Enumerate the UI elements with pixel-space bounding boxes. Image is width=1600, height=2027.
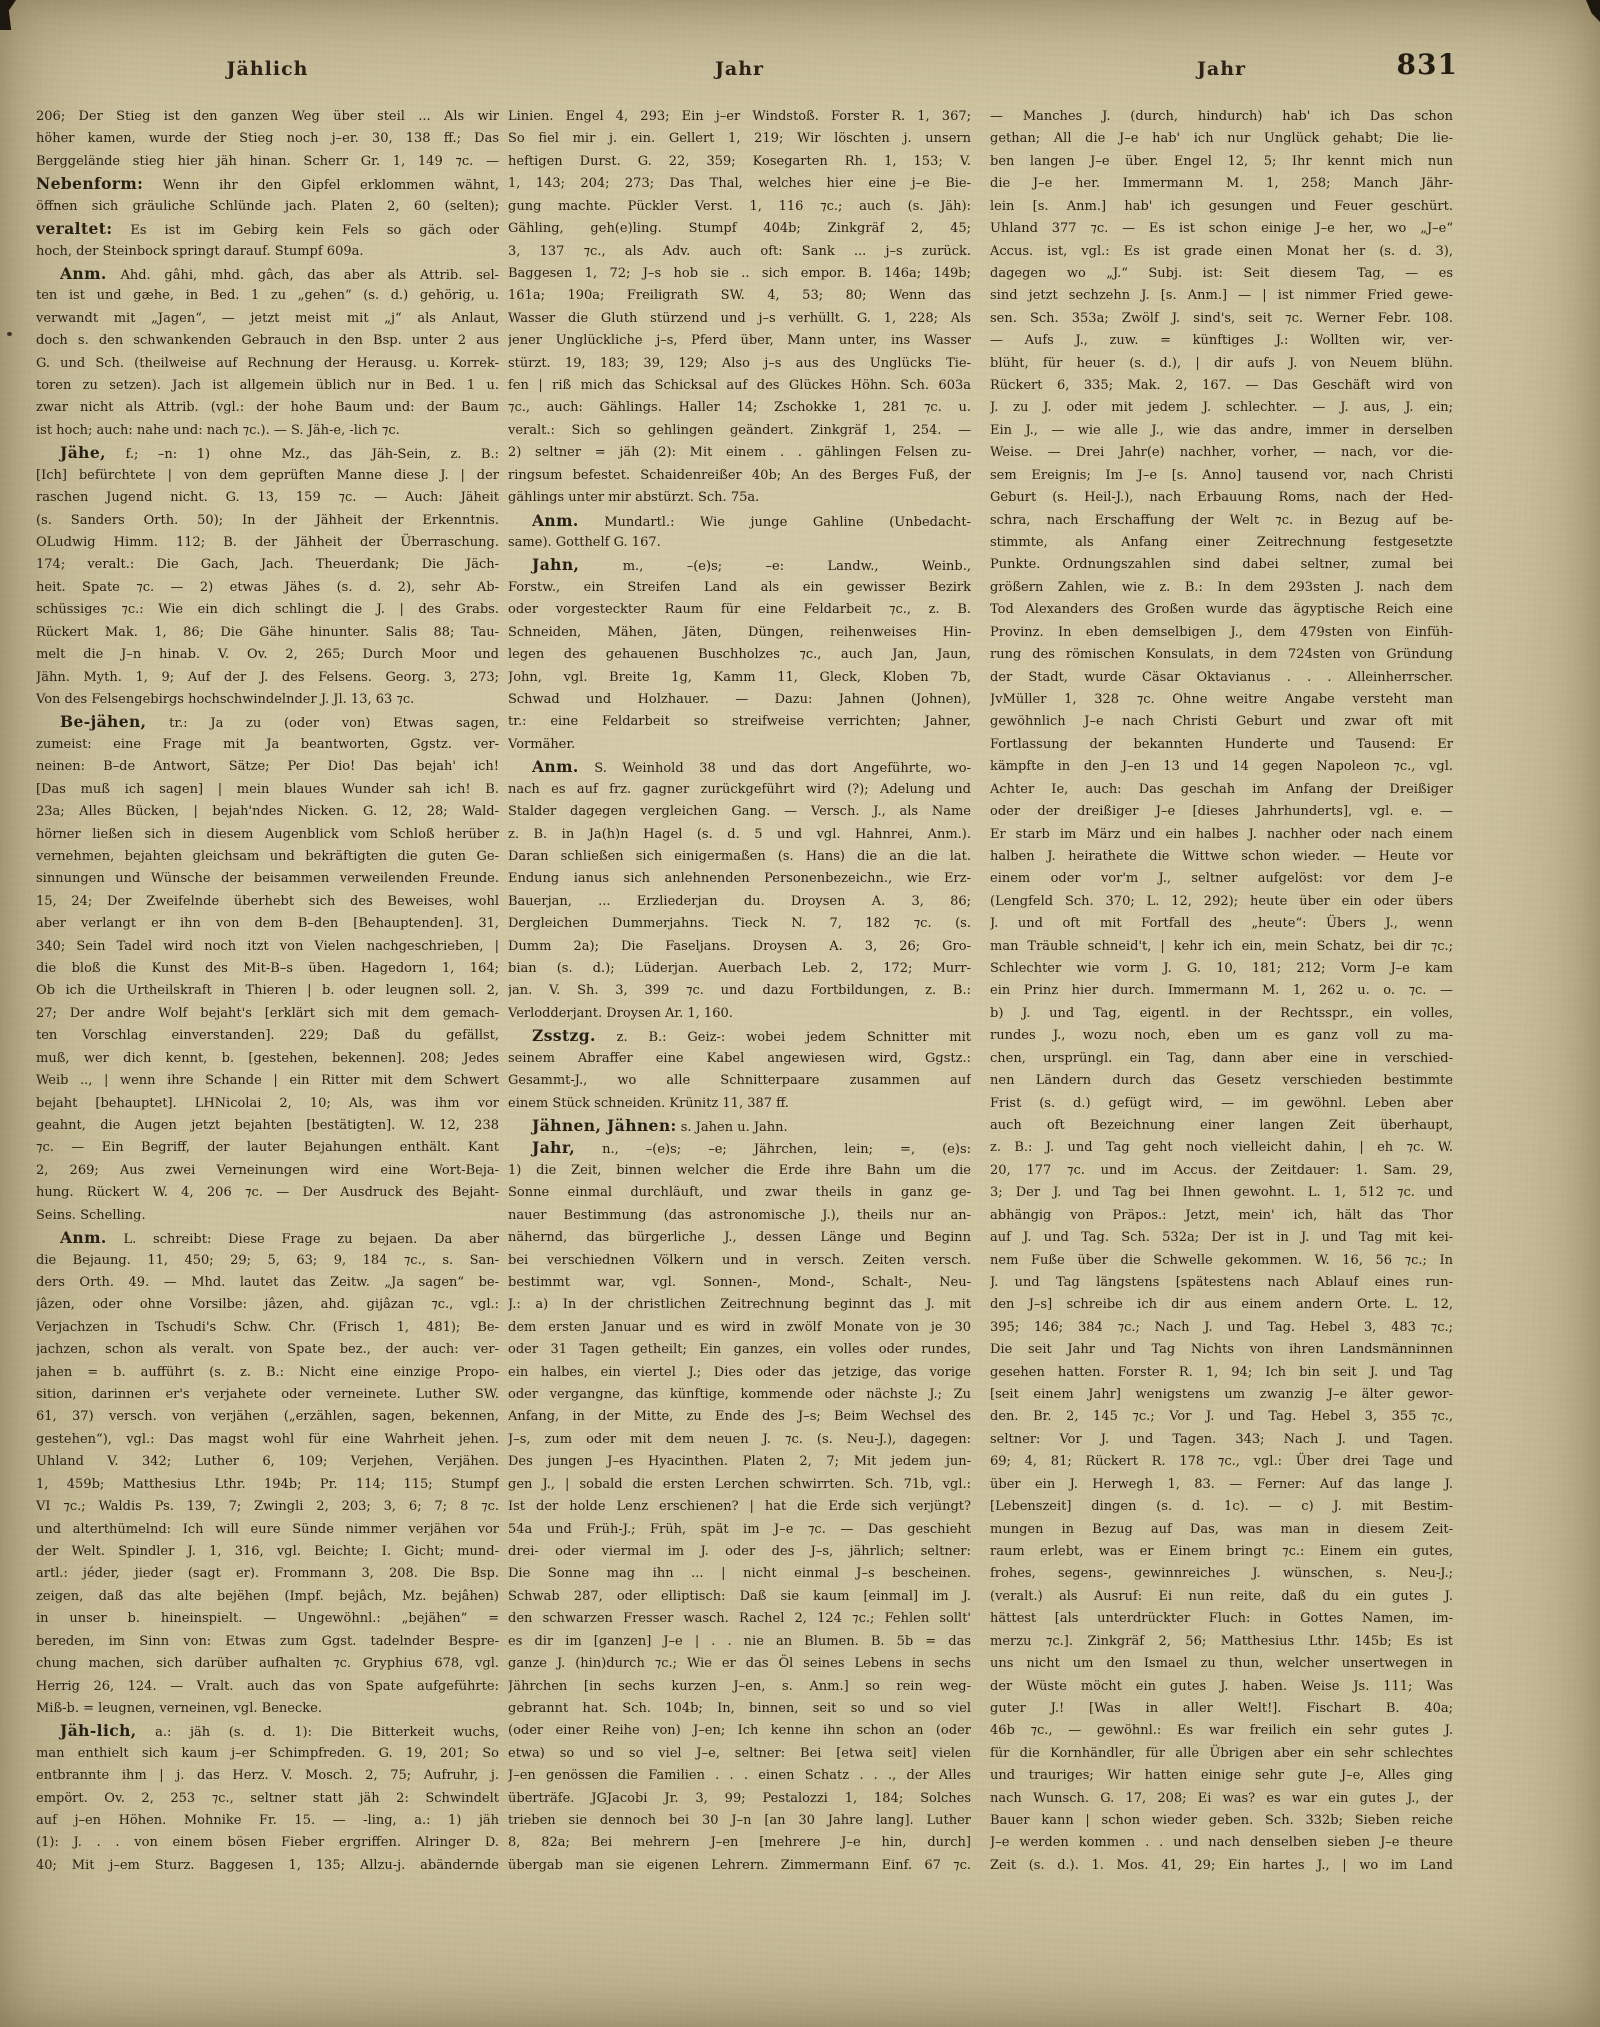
text-line: Uhland V. 342; Luther 6, 109; Verjehen, Verjähen. [36,1454,499,1470]
text-line: für die Kornhändler, für alle Übrigen aber ein sehr schlechtes [990,1745,1453,1761]
text-line: stimmte, als Anfang einer Zeitrechnung festgesetzte [990,535,1453,551]
text-line: toren zu setzen). Jach ist allgemein üblich nur in Bed. 1 u. [36,378,499,394]
text-line: fen | riß mich das Schicksal auf des Glückes Höhn. Sch. 603a [508,378,971,394]
text-line: Anm. S. Weinhold 38 und das dort Angeführte, wo- [532,757,971,777]
text-line: 8, 82a; Bei mehrern J–en [mehrere J–e hin, durch] [508,1835,971,1851]
text-line: (Lengfeld Sch. 370; L. 12, 292); heute über ein oder übers [990,893,1453,909]
scan-artifact-top-right [1586,0,1600,22]
headword: Jahn, [532,555,580,575]
text-line: die Bejaung. 11, 450; 29; 5, 63; 9, 184 ⁊c., s. San- [36,1252,499,1268]
text-line: 1, 459b; Matthesius Lthr. 194b; Pr. 114; 115; Stumpf [36,1476,499,1492]
text-line: gählings unter mir abstürzt. Sch. 75a. [508,490,760,506]
text-line: heftigen Durst. G. 22, 359; Kosegarten Rh. 1, 153; V. [508,153,971,169]
text-line: 20, 177 ⁊c. und im Accus. der Zeitdauer: 1. Sam. 29, [990,1162,1453,1178]
running-head-center: Jahr [714,58,765,80]
text-line: Bauerjan, ... Erzliederjan du. Droysen A. 3, 86; [508,893,971,909]
text-line: Jahr, n., –(e)s; –e; Jährchen, lein; =, (e)s: [532,1138,971,1158]
text-line: Die seit Jahr und Tag Nichts von ihren Landsmänninnen [990,1342,1453,1358]
text-line: (veralt.) als Ausruf: Ei nun reite, daß du ein gutes J. [990,1588,1453,1604]
headword: Be-jähen, [60,712,147,732]
text-line: hoch, der Steinbock springt darauf. Stumpf 609a. [36,243,364,259]
text-line: Gesammt-J., wo alle Schnitterpaare zusammen auf [508,1073,971,1089]
text-line: ein halbes, ein viertel J.; Dies oder das jetzige, das vorige [508,1364,971,1380]
text-line: sem Ereignis; Im J–e [s. Anno] tausend vor, nach Christi [990,467,1453,483]
text-line: JvMüller 1, 328 ⁊c. Ohne weitre Angabe versteht man [990,691,1453,707]
text-line: [seit einem Jahr] wenigstens um zwanzig J–e älter gewor- [990,1387,1453,1403]
text-line: nen Ländern durch das Gesetz verschieden bestimmte [990,1073,1453,1089]
text-line: doch s. den schwankenden Gebrauch in den Bsp. unter 2 aus [36,333,499,349]
text-line: gebrannt hat. Sch. 104b; In, binnen, seit so und so viel [508,1700,971,1716]
text-line: und trauriges; Wir hatten einige sehr gute J–e, Alles ging [990,1768,1453,1784]
text-line: Er starb im März und ein halbes J. nachher oder nach einem [990,826,1453,842]
text-line: die J–e her. Immermann M. 1, 258; Manch Jähr- [990,176,1453,192]
text-line: auch oft Bezeichnung einer langen Zeit überhaupt, [990,1117,1453,1133]
text-line: Rückert Mak. 1, 86; Die Gähe hinunter. Salis 88; Tau- [36,624,499,640]
running-head-right: Jahr [1196,58,1247,80]
headword: Jähnen, Jähnen: [532,1115,677,1135]
text-line: Achter Ie, auch: Das geschah im Anfang der Dreißiger [990,781,1453,797]
text-line: J. und oft mit Fortfall des „heute“: Übers J., wenn [990,916,1453,932]
text-line: 2) seltner = jäh (2): Mit einem . . gählingen Felsen zu- [508,445,971,461]
text-line: Des jungen J–es Hyacinthen. Platen 2, 7; Mit jedem jun- [508,1454,971,1470]
text-line: [Ich] befürchtete | von dem geprüften Manne diese J. | der [36,467,499,483]
text-line: So fiel mir j. ein. Gellert 1, 219; Wir löschten j. unsern [508,131,971,147]
text-line: Anm. L. schreibt: Diese Frage zu bejaen. Da aber [60,1228,499,1248]
scan-artifact-top-left [0,0,16,30]
text-line: 206; Der Stieg ist den ganzen Weg über steil ... Als wir [36,109,499,124]
headword: Anm. [60,263,107,283]
text-line: Die Sonne mag ihn ... | nicht einmal J–s bescheinen. [508,1566,971,1582]
text-line: Nebenform: Wenn ihr den Gipfel erklommen wähnt, [36,174,499,194]
text-line: Zsstzg. z. B.: Geiz-: wobei jedem Schnitter mit [532,1026,971,1046]
text-line: übergab man sie eigenen Lehrern. Zimmermann Einf. 67 ⁊c. [508,1857,971,1873]
text-line: Von des Felsengebirgs hochschwindelnder J. Jl. 13, 63 ⁊c. [36,691,415,707]
text-line: kämpfte in den J–en 13 und 14 gegen Napoleon ⁊c., vgl. [990,759,1453,775]
text-line: der Stadt, wurde Cäsar Oktavianus . . . Alleinherrscher. [990,669,1453,685]
text-line: und alterthümelnd: Ich will eure Sünde nimmer verjähen vor [36,1521,499,1537]
text-line: z. B.: J. und Tag geht noch vielleicht dahin, | eh ⁊c. W. [990,1140,1453,1156]
text-line: VI ⁊c.; Waldis Ps. 139, 7; Zwingli 2, 203; 3, 6; 7; 8 ⁊c. [36,1499,499,1515]
text-line: überträfe. JGJacobi Jr. 3, 99; Pestalozzi 1, 184; Solches [508,1790,971,1806]
text-line: mungen in Bezug auf Das, was man in diesem Zeit- [990,1521,1453,1537]
text-line: 40; Mit j–em Sturz. Baggesen 1, 135; Allzu-j. abändernde [36,1857,499,1873]
text-line: 174; veralt.: Die Gach, Jach. Theuerdank; Die Jäch- [36,557,499,573]
text-line: Schneiden, Mähen, Jäten, Düngen, reihenweises Hin- [508,624,971,640]
text-line: jahen = b. aufführt (s. z. B.: Nicht eine einzige Propo- [36,1364,499,1380]
text-line: J–e werden kommen . . und nach denselben sieben J–e theure [990,1835,1453,1851]
text-line: nem Fuße über die Schwelle gekommen. W. 16, 56 ⁊c.; In [990,1252,1453,1268]
text-line: Ist der holde Lenz erschienen? | hat die Erde sich verjüngt? [508,1499,971,1515]
text-line: Miß-b. = leugnen, verneinen, vgl. Benecke. [36,1700,322,1716]
text-line: neinen: B–de Antwort, Sätze; Per Dio! Das bejah' ich! [36,759,499,775]
text-line: veraltet: Es ist im Gebirg kein Fels so gäch oder [36,219,499,239]
text-line: Weib .., | wenn ihre Schande | ein Ritter mit dem Schwert [36,1073,499,1089]
text-line: (1): J. . . von einem bösen Fieber ergriffen. Alringer D. [36,1835,499,1851]
text-line: Schwad und Holzhauer. — Dazu: Jahnen (Johnen), [508,691,971,707]
text-line: Jahn, m., –(e)s; –e: Landw., Weinb., [532,555,971,575]
text-line: Ob ich die Urtheilskraft in Thieren | b. oder leugnen soll. 2, [36,983,499,999]
text-line: Daran schließen sich einigermaßen (s. Hans) die an die lat. [508,848,971,864]
text-line: Zeit (s. d.). 1. Mos. 41, 29; Ein hartes J., | wo im Land [990,1857,1453,1873]
text-line: den. Br. 2, 145 ⁊c.; Vor J. und Tag. Hebel 3, 355 ⁊c., [990,1409,1453,1425]
text-line: Baggesen 1, 72; J–s hob sie .. sich empor. B. 146a; 149b; [508,265,971,281]
text-line: Dumm 2a); Die Faseljans. Droysen A. 3, 26; Gro- [508,938,971,954]
text-line: gen J., | sobald die ersten Lerchen schwirrten. Sch. 71b, vgl.: [508,1476,971,1492]
text-line: ben langen J–e über. Engel 12, 5; Ihr kennt mich nun [990,153,1453,169]
text-line: jachzen, schon als veralt. von Spate bez., der auch: ver- [36,1342,499,1358]
text-line: Jäh-lich, a.: jäh (s. d. 1): Die Bitterkeit wuchs, [60,1721,499,1741]
text-line: 395; 146; 384 ⁊c.; Nach J. und Tag. Hebel 3, 483 ⁊c.; [990,1319,1453,1335]
text-line: vernehmen, bejahten gleichsam und bekräftigten die guten Ge- [36,848,499,864]
text-line: oder vorgesteckter Raum für eine Feldarbeit ⁊c., z. B. [508,602,971,618]
text-line: Fortlassung der bekannten Hunderte und Tausend: Er [990,736,1453,752]
text-line: ist hoch; auch: nahe und: nach ⁊c.). — S. Jäh-e, -lich ⁊c. [36,422,400,438]
text-line: Vormäher. [508,736,576,752]
text-line: den schwarzen Fresser wasch. Rachel 2, 124 ⁊c.; Fehlen sollt' [508,1611,971,1627]
text-line: 1, 143; 204; 273; Das Thal, welches hier eine j–e Bie- [508,176,971,192]
text-line: ders Orth. 49. — Mhd. lautet das Zeitw. „Ja sagen“ be- [36,1274,499,1290]
text-line: 61, 37) versch. von verjähen („erzählen, sagen, bekennen, [36,1409,499,1425]
text-line: Jähe, f.; –n: 1) ohne Mz., das Jäh-Sein, z. B.: [60,443,499,463]
text-line: rung des römischen Konsulats, in dem 724sten von Gründung [990,647,1453,663]
text-line: Weise. — Drei Jahr(e) nachher, vorher, — nach, vor die- [990,445,1453,461]
text-line: jâzen, oder ohne Vorsilbe: jâzen, ahd. gijâzan ⁊c., vgl.: [36,1297,499,1313]
text-line: gewöhnlich J–e nach Christi Geburt und zwar oft mit [990,714,1453,730]
text-line: einem oder vor'm J., seltner aufgelöst: vor dem J–e [990,871,1453,887]
text-line: einem Stück schneiden. Krünitz 11, 387 ff. [508,1095,790,1111]
text-line: zwar nicht als Attrib. (vgl.: der hohe Baum und: der Baum [36,400,499,416]
text-line: 69; 4, 81; Rückert R. 178 ⁊c., vgl.: Über drei Tage und [990,1454,1453,1470]
text-line: chen, ursprüngl. ein Tag, dann aber eine in verschied- [990,1050,1453,1066]
text-line: ⁊c., auch: Gählings. Haller 14; Zschokke 1, 281 ⁊c. u. [508,400,971,416]
text-line: Uhland 377 ⁊c. — Es ist schon einige J–e her, wo „J–e“ [990,221,1453,237]
text-line: Berggelände stieg hier jäh hinan. Scherr Gr. 1, 149 ⁊c. — [36,153,499,169]
text-line: 161a; 190a; Freiligrath SW. 4, 53; 80; Wenn das [508,288,971,304]
text-line: der Welt. Spindler J. 1, 316, vgl. Beichte; I. Gicht; mund- [36,1544,499,1559]
text-line: melt die J–n hinab. V. Ov. 2, 265; Durch Moor und [36,647,499,663]
text-line: merzu ⁊c.]. Zinkgräf 2, 56; Matthesius Lthr. 145b; Es ist [990,1633,1453,1649]
headword: Jähe, [60,443,106,463]
text-line: dagegen wo „J.“ Subj. ist: Seit diesem Tag, — es [990,265,1453,281]
text-line: gung machte. Pückler Verst. 1, 116 ⁊c.; auch (s. Jäh): [508,198,971,214]
text-line: hättest [als unterdrückter Fluch: in Gottes Namen, im- [990,1611,1453,1627]
text-column-left [36,106,499,1877]
text-line: halben J. heirathete die Wittwe schon wieder. — Heute vor [990,848,1453,864]
text-line: den J–s] schreibe ich dir aus einem andern Orte. L. 12, [990,1297,1453,1313]
text-line: [Das muß ich sagen] | mein blaues Wunder sah ich! B. [36,781,499,797]
text-line: zumeist: eine Frage mit Ja beantworten, Ggstz. ver- [36,736,499,752]
text-line: schüssiges ⁊c.: Wie ein dich schlingt die J. | des Grabs. [36,602,499,618]
text-line: höher kamen, wurde der Stieg noch j–er. 30, 138 ff.; Das [36,131,499,147]
text-line: 3; Der J. und Tag bei Ihnen gewohnt. L. 1, 512 ⁊c. und [990,1185,1453,1201]
text-line: (oder einer Reihe von) J–en; Ich kenne ihn schon an (oder [508,1723,971,1739]
text-line: 1) die Zeit, binnen welcher die Erde ihre Bahn um die [508,1162,971,1178]
text-line: 23a; Alles Bücken, | bejah'ndes Nicken. G. 12, 28; Wald- [36,804,499,820]
text-line: Gähling, geh(e)ling. Stumpf 404b; Zinkgräf 2, 45; [508,221,971,237]
page-number: 831 [1396,48,1458,81]
text-line: Rückert 6, 335; Mak. 2, 167. — Das Geschäft wird von [990,378,1453,394]
text-line: der Wüste möcht ein gutes J. haben. Weise Js. 111; Was [990,1678,1453,1694]
text-line: frohes, segens-, gewinnreiches J. wünschen, s. Neu-J.; [990,1566,1453,1582]
text-line: Stalder dagegen vergleichen Gang. — Versch. J., als Name [508,804,971,820]
text-line: artl.: jéder, jieder (sagt er). Frommann 3, 208. Die Bsp. [36,1566,499,1582]
text-line: Schlechter wie vorm J. G. 10, 181; 212; Vorm J–e kam [990,961,1453,977]
text-line: Jähn. Myth. 1, 9; Auf der J. des Felsens. Georg. 3, 273; [36,669,499,685]
text-line: trieben sie dennoch bei 30 J–n [an 30 Jahre lang]. Luther [508,1813,971,1829]
text-line: Dergleichen Dummerjahns. Tieck N. 7, 182 ⁊c. (s. [508,916,971,932]
text-line: Ein J., — wie alle J., wie das andre, immer in derselben [990,422,1453,438]
text-line: Sonne einmal durchläuft, und zwar theils in ganz ge- [508,1185,971,1201]
text-line: b) J. und Tag, eigentl. in der Rechtsspr., ein volles, [990,1005,1453,1021]
text-line: oder der dreißiger J–e [dieses Jahrhunderts], vgl. e. — [990,804,1453,820]
text-line: legen des gehauenen Buschholzes ⁊c., auch Jan, Jaun, [508,647,971,663]
text-line: ganze J. (hin)durch ⁊c.; Wie er das Öl seines Lebens in sechs [508,1656,971,1672]
headword: Jahr, [532,1138,576,1158]
text-line: 2, 269; Aus zwei Verneinungen wird eine Wort-Beja- [36,1162,499,1178]
text-line: zeigen, daß das alte bejëhen (Impf. bejâch, Mz. bejâhen) [36,1588,499,1604]
text-line: jan. V. Sh. 3, 399 ⁊c. und dazu Fortbildungen, z. B.: [508,983,971,999]
text-line: ringsum befestet. Schaidenreißer 40b; An des Berges Fuß, der [508,467,971,483]
text-line: J–en genössen die Familien . . . einen Schatz . . ., der Alles [508,1768,971,1784]
text-line: Wasser die Gluth stürzend und j–s verhüllt. G. 1, 228; Als [508,310,971,326]
text-line: entbrannte ihm | j. das Herz. V. Mosch. 2, 75; Aufruhr, j. [36,1768,499,1784]
text-line: blüht, für heuer (s. d.), | dir aufs J. von Neuem blühn. [990,355,1453,371]
text-line: über ein J. Herwegh 1, 83. — Ferner: Auf das lange J. [990,1476,1453,1492]
text-line: John, vgl. Breite 1g, Kamm 11, Gleck, Kloben 7b, [508,669,971,685]
text-line: 340; Sein Tadel wird noch itzt von Vielen nachgeschrieben, | [36,938,499,954]
text-line: größern Zahlen, wie z. B.: In dem 293sten J. nach dem [990,579,1453,595]
text-line: muß, wer dich kennt, b. [gestehen, bekennen]. 208; Jedes [36,1050,499,1066]
text-line: Punkte. Ordnungszahlen sind dabei seltner, zumal bei [990,557,1453,573]
text-line: raum erlebt, was er Einem bringt ⁊c.: Einem ein gutes, [990,1544,1453,1559]
text-line: abhängig von Präpos.: Jetzt, mein' ich, hält das Thor [990,1207,1453,1223]
text-line: Jähnen, Jähnen: s. Jahen u. Jahn. [532,1115,788,1135]
text-line: bestimmt war, vgl. Sonnen-, Mond-, Schalt-, Neu- [508,1274,971,1290]
text-line: — Manches J. (durch, hindurch) hab' ich Das schon [990,109,1453,124]
text-line: oder vergangne, das künftige, kommende oder nächste J.; Zu [508,1387,971,1403]
text-line: gethan; All die J–e hab' ich nur Unglück gehabt; Die lie- [990,131,1453,147]
text-line: guter J.! [Was in aller Welt!]. Fischart B. 40a; [990,1700,1453,1716]
text-line: Anm. Mundartl.: Wie junge Gahline (Unbedacht- [532,510,971,530]
text-line: Geburt (s. Heil-J.), nach Erbauung Roms, nach der Hed- [990,490,1453,506]
text-line: Frist (s. d.) gefügt wird, — im gewöhnl. Leben aber [990,1095,1453,1111]
text-line: Verlodderjant. Droysen Ar. 1, 160. [508,1005,733,1021]
text-line: sition, darinnen er's verjahete oder verneinete. Luther SW. [36,1387,499,1403]
text-line: 46b ⁊c., — gewöhnl.: Es war freilich ein sehr gutes J. [990,1723,1453,1739]
text-line: nach es auf frz. gagner zurückgeführt wird (?); Adelung und [508,781,971,797]
headword: Nebenform: [36,174,144,194]
text-line: raschen Jugend nicht. G. 13, 159 ⁊c. — Auch: Jäheit [36,490,499,506]
text-line: in unser b. hineinspielt. — Ungewöhnl.: „bejähen“ = [36,1611,499,1627]
headword: Anm. [60,1228,107,1248]
text-line: G. und Sch. (theilweise auf Rechnung der Herausg. u. Korrek- [36,355,499,371]
text-line: verwandt mit „Jagen“, — jetzt meist mit „j“ als Anlaut, [36,310,499,326]
text-line: nähernd, das bürgerliche J., dessen Länge und Beginn [508,1230,971,1246]
headword: veraltet: [36,219,113,239]
text-line: ten ist und gæhe, in Bed. 1 zu „gehen“ (s. d.) gehörig, u. [36,288,499,304]
text-line: Anm. Ahd. gâhi, mhd. gâch, das aber als Attrib. sel- [60,263,499,283]
text-line: seltner: Vor J. und Tagen. 343; Nach J. und Tagen. [990,1431,1453,1447]
text-line: Linien. Engel 4, 293; Ein j–er Windstoß. Forster R. 1, 367; [508,109,971,124]
text-line: Be-jähen, tr.: Ja zu (oder von) Etwas sagen, [60,712,499,732]
text-line: Seins. Schelling. [36,1207,146,1223]
headword: Anm. [532,757,579,777]
text-line: J–s, zum oder mit dem neuen J. ⁊c. (s. Neu-J.), dagegen: [508,1431,971,1447]
text-line: empört. Ov. 2, 253 ⁊c., seltner statt jäh 2: Schwindelt [36,1790,499,1806]
text-line: same). Gotthelf G. 167. [508,535,661,551]
text-line: nauer Bestimmung (das astronomische J.), theils nur an- [508,1207,971,1223]
text-line: ⁊c. — Ein Begriff, der lauter Bejahungen enthält. Kant [36,1140,499,1156]
text-line: Herrig 26, 124. — Vralt. auch das von Spate aufgeführte: [36,1678,499,1694]
text-line: auf j–en Höhen. Mohnike Fr. 15. — -ling, a.: 1) jäh [36,1813,499,1829]
text-line: 15, 24; Der Zweifelnde überhebt sich des Beweises, wohl [36,893,499,909]
text-line: heit. Spate ⁊c. — 2) etwas Jähes (s. d. 2), sehr Ab- [36,579,499,595]
text-line: tr.: eine Feldarbeit so streifweise verrichten; Jahner, [508,714,971,730]
text-line: man enthielt sich kaum j–er Schimpfreden. G. 19, 201; So [36,1745,499,1761]
text-line: bejaht [behauptet]. LHNicolai 2, 10; Als, was ihm vor [36,1095,499,1111]
text-line: 3, 137 ⁊c., als Adv. auch oft: Sank ... j–s zurück. [508,243,971,259]
headword: Zsstzg. [532,1026,596,1046]
text-line: sinnungen und Wünsche der beisammen verweilenden Freunde. [36,871,499,887]
text-line: aber verlangt er ihn von dem B–den [Behauptenden]. 31, [36,916,499,932]
text-line: bian (s. d.); Lüderjan. Auerbach Leb. 2, 172; Murr- [508,961,971,977]
text-line: hung. Rückert W. 4, 206 ⁊c. — Der Ausdruck des Bejaht- [36,1185,499,1201]
text-line: 27; Der andre Wolf bejaht's [erklärt sich mit dem gemach- [36,1005,499,1021]
text-line: bereden, im Sinn von: Etwas zum Ggst. tadelnder Bespre- [36,1633,499,1649]
text-line: Provinz. In eben demselbigen J., dem 479sten von Einfüh- [990,624,1453,640]
text-line: Endung ianus sich anlehnenden Personenbezeichn., wie Erz- [508,871,971,887]
text-line: öffnen sich gräuliche Schlünde jach. Platen 2, 60 (selten); [36,198,499,214]
text-line: J. und Tag längstens [spätestens nach Ablauf eines run- [990,1274,1453,1290]
text-line: gestehen“), vgl.: Das magst wohl für eine Wahrheit jehen. [36,1431,499,1447]
text-line: drei- oder viermal im J. oder des J–s, jährlich; seltner: [508,1544,971,1559]
text-line: auf J. und Tag. Sch. 532a; Der ist in J. und Tag mit kei- [990,1230,1453,1246]
text-line: J. zu J. oder mit jedem J. schlechter. — J. aus, J. ein; [990,400,1453,416]
text-line: z. B. in Ja(h)n Hagel (s. d. 5 und vgl. Hahnrei, Anm.). [508,826,971,842]
text-line: gesehen hatten. Forster R. 1, 94; Ich bin seit J. und Tag [990,1364,1453,1380]
text-line: OLudwig Himm. 112; B. der Jähheit der Überraschung. [36,535,499,551]
scan-artifact-speck [7,332,12,336]
text-line: ein Prinz hier durch. Immermann M. 1, 262 u. o. ⁊c. — [990,983,1453,999]
text-line: lein [s. Anm.] hab' ich gesungen und Feuer geschürt. [990,198,1453,214]
text-line: jener Unglückliche j–s, Pferd über, Mann unter, ins Wasser [508,333,971,349]
text-line: Bauer kann | schon wieder geben. Sch. 332b; Sieben reiche [990,1813,1453,1829]
running-head-left: Jählich [226,58,309,80]
text-line: sind jetzt sechzehn J. [s. Anm.] — | ist nimmer Fried gewe- [990,288,1453,304]
text-line: (s. Sanders Orth. 50); In der Jähheit der Erkenntnis. [36,512,499,528]
text-line: schra, nach Erschaffung der Welt ⁊c. in Bezug auf be- [990,512,1453,528]
text-line: 54a und Früh-J.; Früh, spät im J–e ⁊c. — Das geschieht [508,1521,971,1537]
text-line: Accus. ist, vgl.: Es ist grade einen Monat her (s. d. 3), [990,243,1453,259]
text-line: geahnt, die Augen jetzt bejahten [bestätigten]. W. 12, 238 [36,1117,499,1133]
text-line: [Lebenszeit] dingen (s. d. 1c). — c) J. mit Bestim- [990,1499,1453,1515]
headword: Anm. [532,510,579,530]
text-line: chung machen, sich darüber aufhalten ⁊c. Gryphius 678, vgl. [36,1656,499,1672]
text-line: — Aufs J., zuw. = künftiges J.: Wollten wir, ver- [990,333,1453,349]
text-line: Anfang, in der Mitte, zu Ende des J–s; Beim Wechsel des [508,1409,971,1425]
text-line: Forstw., ein Streifen Land als ein gewisser Bezirk [508,579,971,595]
text-line: stürzt. 19, 183; 39, 129; Also j–s aus des Unglücks Tie- [508,355,971,371]
headword: Jäh-lich, [60,1721,137,1741]
text-line: dem ersten Januar und es wird in zwölf Monate von je 30 [508,1319,971,1335]
text-line: Schwab 287, oder elliptisch: Daß sie kaum [einmal] im J. [508,1588,971,1604]
text-line: etwa) so und so viel J–e, seltner: Bei [etwa seit] vielen [508,1745,971,1761]
text-line: rundes J., wozu noch, eben um es ganz voll zu ma- [990,1028,1453,1044]
text-line: es dir im [ganzen] J–e | . . nie an Blumen. B. 5b = das [508,1633,971,1649]
text-line: oder 31 Tagen getheilt; Ein ganzes, ein volles oder rundes, [508,1342,971,1358]
text-line: uns nicht um den Ismael zu thun, welcher unsertwegen in [990,1656,1453,1672]
text-line: Tod Alexanders des Großen wurde das ägyptische Reich eine [990,602,1453,618]
text-line: seinem Abraffer eine Kabel angewiesen wird, Ggstz.: [508,1050,971,1066]
text-line: nach Wunsch. G. 17, 208; Ei was? es war ein gutes J., der [990,1790,1453,1806]
text-line: J.: a) In der christlichen Zeitrechnung beginnt das J. mit [508,1297,971,1313]
text-line: bei verschiednen Völkern und in versch. Zeiten versch. [508,1252,971,1268]
text-line: veralt.: Sich so gehlingen geändert. Zinkgräf 1, 254. — [508,422,971,438]
text-line: man Träuble schneid't, | kehr ich ein, mein Schatz, bei dir ⁊c.; [990,938,1453,954]
text-column-right [990,106,1453,1877]
text-line: hörner ließen sich in diesem Augenblick vom Schloß herüber [36,826,499,842]
text-line: Jährchen [in sechs kurzen J–en, s. Anm.] so rein weg- [508,1678,971,1694]
text-column-center [508,106,971,1877]
text-line: die bloß die Kunst des Mit-B–s üben. Hagedorn 1, 164; [36,961,499,977]
text-line: ten Vorschlag einverstanden]. 229; Daß du gefällst, [36,1028,499,1044]
text-line: sen. Sch. 353a; Zwölf J. sind's, seit ⁊c. Werner Febr. 108. [990,310,1453,326]
text-line: Verjachzen in Tschudi's Schw. Chr. (Frisch 1, 481); Be- [36,1319,499,1335]
